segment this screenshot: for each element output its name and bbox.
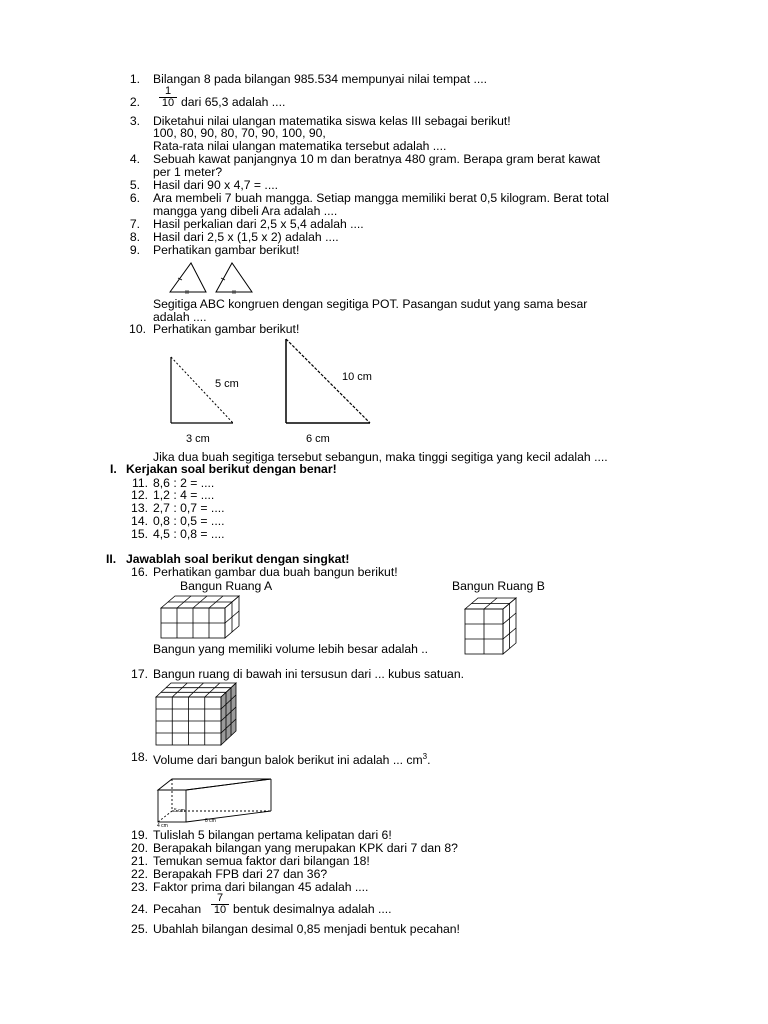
question-number: 2. [129,95,140,109]
triangle-abc [170,263,206,292]
question-number: 19. [131,828,148,842]
fraction [159,86,177,109]
question-text: Faktor prima dari bilangan 45 adalah .... [153,880,369,894]
question-text: Rata-rata nilai ulangan matematika tersebut adalah .... [153,139,447,153]
height-label: 5 cm [174,808,185,814]
question-text: Hasil dari 90 x 4,7 = .... [153,178,278,192]
question-number: 17. [131,667,148,681]
question-number: 20. [131,841,148,855]
question-text: adalah .... [153,310,207,324]
question-text: 100, 80, 90, 80, 70, 90, 100, 90, [153,126,326,140]
question-text: Hasil dari 2,5 x (1,5 x 2) adalah .... [153,230,339,244]
question-number: 5. [129,178,140,192]
question-text: Perhatikan gambar dua buah bangun berikut! [153,565,398,579]
question-number: 16. [131,565,148,579]
big-base-label: 6 cm [306,433,330,445]
question-number: 3. [129,114,140,128]
question-text: dari 65,3 adalah .... [181,95,286,109]
question-number: 11. [131,476,148,490]
question-number: 4. [129,152,140,166]
question-number: 24. [131,902,148,916]
fraction-denominator: 10 [161,97,175,109]
section-number: II. [106,552,117,566]
bangun-ruang-a-figure [160,594,242,642]
bangun-ruang-b-figure [464,596,520,656]
question-text-end: . [427,753,431,768]
small-base-label: 3 cm [186,433,210,445]
question-text: Bangun yang memiliki volume lebih besar adalah .. [153,642,429,656]
question-text: 4,5 : 0,8 = .... [153,527,225,541]
fraction-denominator: 10 [213,904,227,916]
fraction-numerator: 1 [159,86,177,98]
question-text: Ara membeli 7 buah mangga. Setiap mangga memiliki berat 0,5 kilogram. Berat total [153,191,609,205]
question-number: 15. [131,527,148,541]
question-number: 6. [129,191,140,205]
question-number: 14. [131,514,148,528]
question-text: 0,8 : 0,5 = .... [153,514,225,528]
question-number: 12. [131,488,148,502]
cuboid-figure [155,776,275,828]
label-bangun-a: Bangun Ruang A [180,579,273,593]
question-number: 21. [131,854,148,868]
question-text: mangga yang dibeli Ara adalah .... [153,204,338,218]
unit-cubes-figure [153,681,239,747]
question-text-post: bentuk desimalnya adalah .... [233,902,392,916]
question-text: 1,2 : 4 = .... [153,488,215,502]
question-number: 22. [131,867,148,881]
question-text: Jika dua buah segitiga tersebut sebangun, maka tinggi segitiga yang kecil adalah .... [153,450,608,464]
question-number: 7. [129,217,140,231]
section-title: Kerjakan soal berikut dengan benar! [126,462,337,476]
question-text: Hasil perkalian dari 2,5 x 5,4 adalah .... [153,217,364,231]
question-text: Temukan semua faktor dari bilangan 18! [153,854,370,868]
fraction [211,893,229,916]
question-text-pre: Pecahan [153,902,202,916]
question-text: Bangun ruang di bawah ini tersusun dari ... kubus satuan. [153,667,464,681]
depth-label: 4 cm [157,823,168,829]
label-bangun-b: Bangun Ruang B [452,579,545,593]
question-number: 9. [129,243,140,257]
similar-triangles-figure [160,334,390,450]
congruent-triangles-figure [166,258,262,296]
question-text: Sebuah kawat panjangnya 10 m dan beratnya 480 gram. Berapa gram berat kawat [153,152,601,166]
question-text: Segitiga ABC kongruen dengan segitiga POT. Pasangan sudut yang sama besar [153,297,588,311]
fraction-numerator: 7 [211,893,229,905]
question-text: Perhatikan gambar berikut! [153,243,300,257]
question-number: 18. [131,750,148,764]
question-text: 2,7 : 0,7 = .... [153,501,225,515]
section-number: I. [110,462,117,476]
question-text: per 1 meter? [153,165,223,179]
question-number: 10. [129,322,146,336]
question-number: 13. [131,501,148,515]
section-title: Jawablah soal berikut dengan singkat! [126,552,350,566]
question-text [153,750,431,767]
superscript: 3 [422,752,428,761]
question-text: Berapakah bilangan yang merupakan KPK dari 7 dan 8? [153,841,458,855]
question-text: Perhatikan gambar berikut! [153,322,300,336]
question-text-main: Volume dari bangun balok berikut ini adalah ... cm [153,753,423,768]
question-number: 1. [129,72,140,86]
triangle-pot [216,263,252,292]
question-text: Tulislah 5 bilangan pertama kelipatan dari 6! [153,828,392,842]
question-text: 8,6 : 2 = .... [153,476,215,490]
question-number: 23. [131,880,148,894]
question-text: Berapakah FPB dari 27 dan 36? [153,867,328,881]
width-label: 8 cm [205,818,216,824]
question-text: Bilangan 8 pada bilangan 985.534 mempunyai nilai tempat .... [153,72,488,86]
question-text: Diketahui nilai ulangan matematika siswa kelas III sebagai berikut! [153,114,511,128]
small-hypotenuse-label: 5 cm [215,378,239,390]
question-number: 8. [129,230,140,244]
big-hypotenuse-label: 10 cm [342,371,372,383]
question-number: 25. [131,922,148,936]
question-text: Ubahlah bilangan desimal 0,85 menjadi bentuk pecahan! [153,922,460,936]
